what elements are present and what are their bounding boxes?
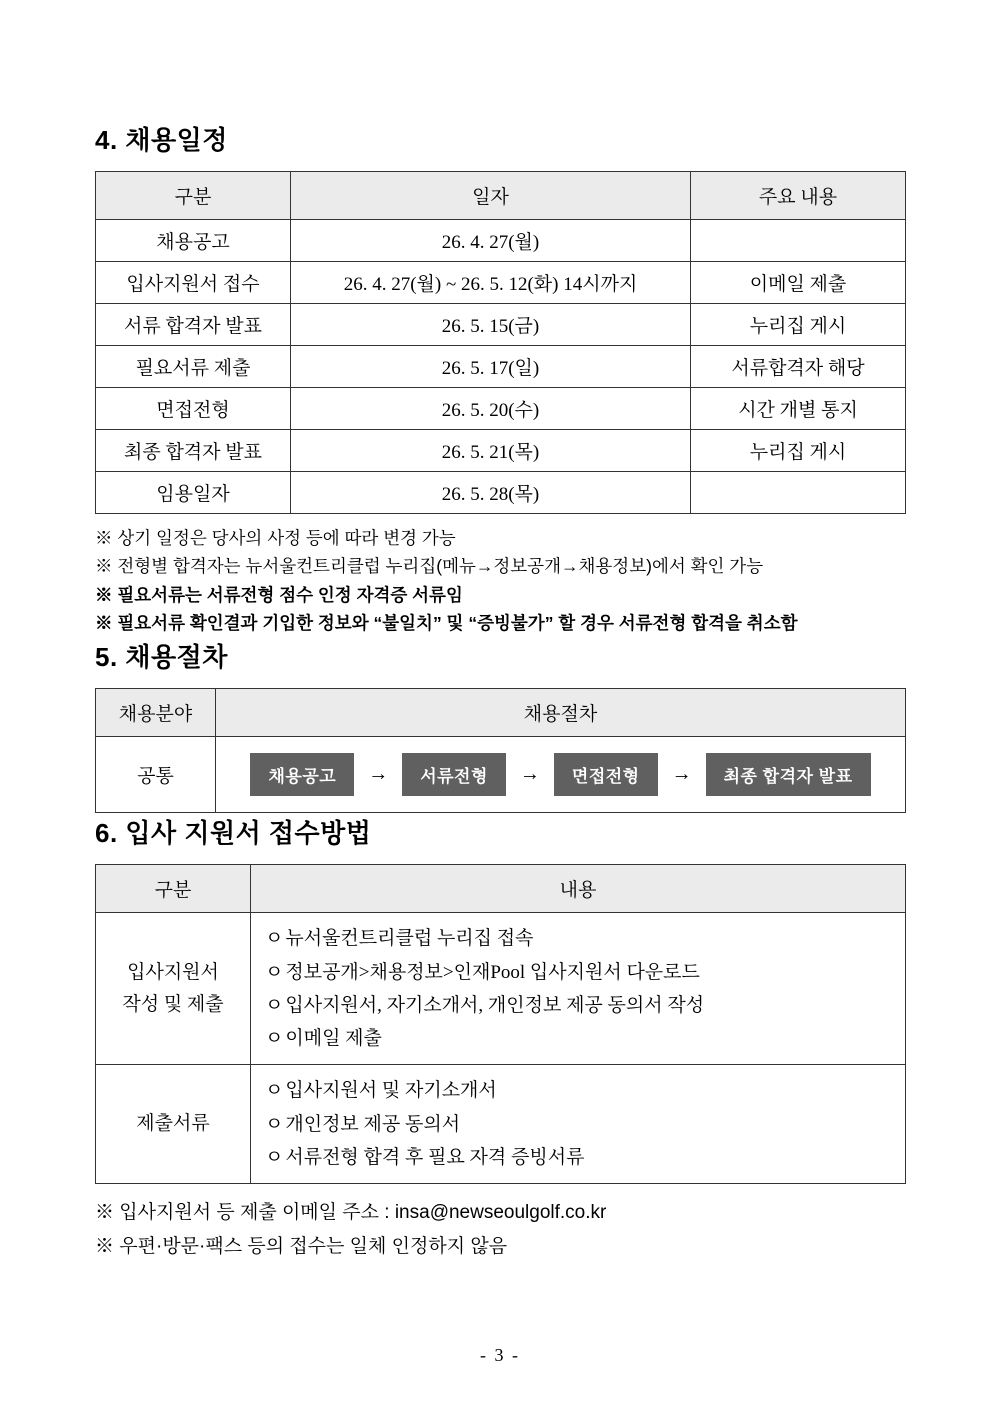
bullet-icon: ㅇ xyxy=(265,1080,284,1102)
column-header-category: 구분 xyxy=(96,172,291,220)
bullet-icon: ㅇ xyxy=(265,994,284,1016)
cell-label-application-prepare xyxy=(96,913,251,1065)
page-number: - 3 - xyxy=(480,1345,520,1365)
section-title-apply: 6. 입사 지원서 접수방법 xyxy=(95,818,372,849)
column-header-category: 구분 xyxy=(96,865,251,913)
cell-category: 서류 합격자 발표 xyxy=(96,304,291,346)
list-item xyxy=(265,956,897,989)
flow-step-document-screening: 서류전형 xyxy=(402,753,506,796)
cell-date: 26. 5. 20(수) xyxy=(291,388,691,430)
column-header-date: 일자 xyxy=(291,172,691,220)
list-item-text: 서류전형 합격 후 필요 자격 증빙서류 xyxy=(285,1146,585,1168)
table-row xyxy=(96,388,906,430)
cell-detail: 누리집 게시 xyxy=(691,304,906,346)
list-item xyxy=(265,1074,897,1107)
table-row xyxy=(96,737,906,813)
flow-step-final-result: 최종 합격자 발표 xyxy=(706,753,871,796)
table-row xyxy=(96,430,906,472)
recruitment-schedule-table xyxy=(95,171,906,514)
table-row xyxy=(96,913,906,1065)
cell-category: 최종 합격자 발표 xyxy=(96,430,291,472)
apply-notes xyxy=(95,1196,905,1264)
list-item-text: 이메일 제출 xyxy=(285,1028,382,1050)
cell-date: 26. 5. 15(금) xyxy=(291,304,691,346)
cell-date: 26. 5. 17(일) xyxy=(291,346,691,388)
cell-label-required-documents xyxy=(96,1065,251,1184)
cell-category: 입사지원서 접수 xyxy=(96,262,291,304)
label-line: 작성 및 제출 xyxy=(122,993,224,1015)
column-header-detail: 주요 내용 xyxy=(691,172,906,220)
schedule-notes xyxy=(95,524,905,637)
column-header-process: 채용절차 xyxy=(216,689,906,737)
cell-date: 26. 4. 27(월) ~ 26. 5. 12(화) 14시까지 xyxy=(291,262,691,304)
table-row xyxy=(96,220,906,262)
bullet-icon: ㅇ xyxy=(265,1113,284,1135)
table-row xyxy=(96,472,906,514)
note-line: ※ 우편·방문·팩스 등의 접수는 일체 인정하지 않음 xyxy=(95,1236,508,1258)
arrow-right-icon: → xyxy=(671,763,692,786)
list-item xyxy=(265,1108,897,1141)
table-row xyxy=(96,1065,906,1184)
flow-step-announcement: 채용공고 xyxy=(250,753,354,796)
cell-detail: 서류합격자 해당 xyxy=(691,346,906,388)
application-method-table xyxy=(95,864,906,1184)
recruitment-process-table xyxy=(95,688,906,813)
cell-category: 임용일자 xyxy=(96,472,291,514)
bullet-icon: ㅇ xyxy=(265,1146,284,1168)
list-item-text: 개인정보 제공 동의서 xyxy=(285,1113,461,1135)
bullet-icon: ㅇ xyxy=(265,928,284,950)
cell-content-required-documents xyxy=(251,1065,906,1184)
process-flow xyxy=(226,753,895,796)
column-header-content: 내용 xyxy=(251,865,906,913)
note-line: ※ 필요서류는 서류전형 점수 인정 자격증 서류임 xyxy=(95,584,463,605)
list-item-text: 입사지원서, 자기소개서, 개인정보 제공 동의서 작성 xyxy=(285,994,705,1016)
cell-category: 필요서류 제출 xyxy=(96,346,291,388)
note-line: ※ 상기 일정은 당사의 사정 등에 따라 변경 가능 xyxy=(95,528,456,548)
note-line: ※ 필요서류 확인결과 기입한 정보와 “불일치” 및 “증빙불가” 할 경우 서류전형 합격을 취소함 xyxy=(95,613,798,634)
column-header-field: 채용분야 xyxy=(96,689,216,737)
cell-category: 채용공고 xyxy=(96,220,291,262)
list-item-text: 뉴서울컨트리클럽 누리집 접속 xyxy=(285,928,534,950)
table-header-row xyxy=(96,689,906,737)
list-item xyxy=(265,922,897,955)
cell-field-common: 공통 xyxy=(96,737,216,813)
arrow-right-icon: → xyxy=(519,763,540,786)
section-title-schedule: 4. 채용일정 xyxy=(95,125,228,155)
bullet-icon: ㅇ xyxy=(265,1028,284,1050)
bullet-icon: ㅇ xyxy=(265,961,284,983)
table-row xyxy=(96,304,906,346)
cell-date: 26. 5. 21(목) xyxy=(291,430,691,472)
section-title-process: 5. 채용절차 xyxy=(95,642,228,673)
list-item xyxy=(265,1141,897,1174)
arrow-right-icon: → xyxy=(368,763,389,786)
cell-date: 26. 4. 27(월) xyxy=(291,220,691,262)
table-header-row xyxy=(96,172,906,220)
cell-content-application-prepare xyxy=(251,913,906,1065)
cell-category: 면접전형 xyxy=(96,388,291,430)
list-item xyxy=(265,1022,897,1055)
list-item xyxy=(265,989,897,1022)
cell-detail xyxy=(691,220,906,262)
cell-date: 26. 5. 28(목) xyxy=(291,472,691,514)
label-line: 입사지원서 xyxy=(127,961,219,983)
cell-detail: 누리집 게시 xyxy=(691,430,906,472)
label-line: 제출서류 xyxy=(136,1113,210,1135)
flow-step-interview: 면접전형 xyxy=(554,753,658,796)
table-row xyxy=(96,346,906,388)
note-line: ※ 입사지원서 등 제출 이메일 주소 : insa@newseoulgolf.co.kr xyxy=(95,1202,607,1224)
cell-process-flow xyxy=(216,737,906,813)
cell-detail: 시간 개별 통지 xyxy=(691,388,906,430)
list-item-text: 입사지원서 및 자기소개서 xyxy=(285,1080,497,1102)
table-row xyxy=(96,262,906,304)
list-item-text: 정보공개>채용정보>인재Pool 입사지원서 다운로드 xyxy=(285,961,700,983)
cell-detail xyxy=(691,472,906,514)
table-header-row xyxy=(96,865,906,913)
cell-detail: 이메일 제출 xyxy=(691,262,906,304)
note-line: ※ 전형별 합격자는 뉴서울컨트리클럽 누리집(메뉴→정보공개→채용정보)에서 확인 가능 xyxy=(95,556,764,577)
